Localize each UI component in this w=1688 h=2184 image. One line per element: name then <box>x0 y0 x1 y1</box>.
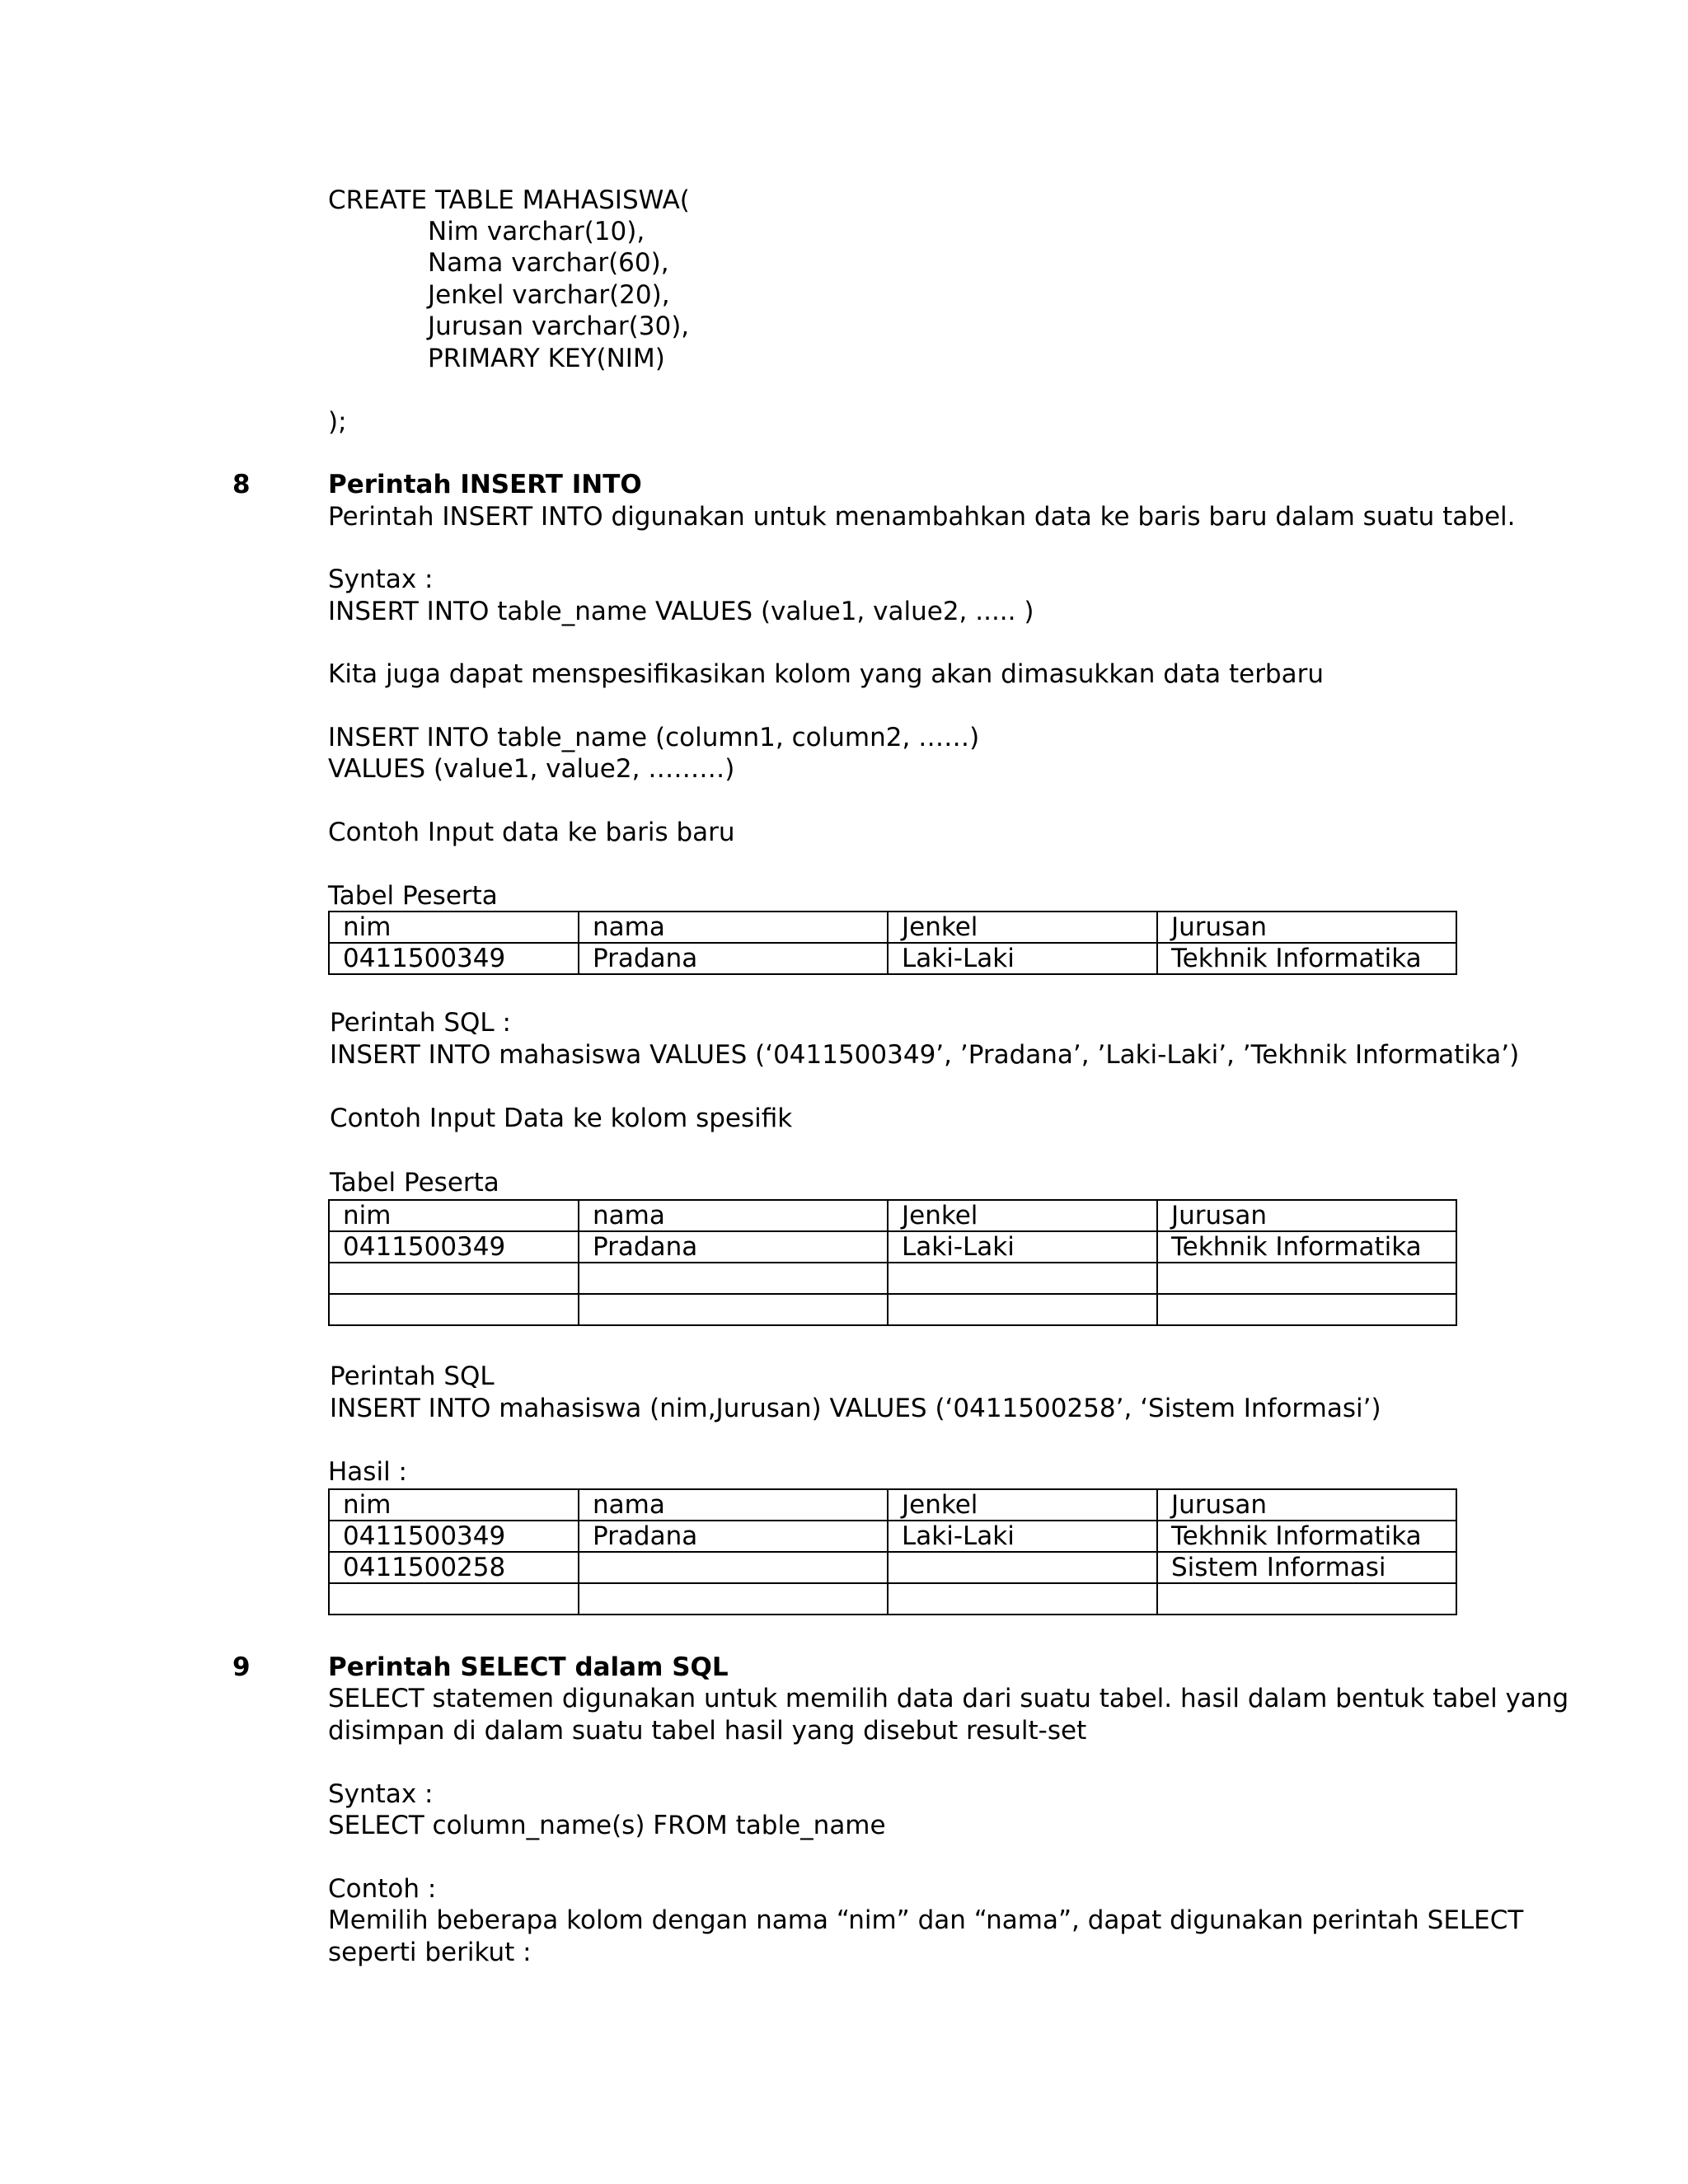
table-cell <box>329 1263 579 1294</box>
table-cell: Jenkel <box>888 912 1157 943</box>
table-cell <box>329 1294 579 1325</box>
table-cell <box>579 1263 888 1294</box>
table-cell: Tekhnik Informatika <box>1157 1521 1456 1552</box>
table-cell <box>1157 1583 1456 1615</box>
section-heading: Perintah INSERT INTO <box>328 470 642 499</box>
table-cell: 0411500258 <box>329 1552 579 1583</box>
syntax-code: SELECT column_name(s) FROM table_name <box>328 1811 886 1840</box>
table-caption: Tabel Peserta <box>330 1168 499 1197</box>
sql-code: INSERT INTO mahasiswa (nim,Jurusan) VALUES (‘0411500258’, ‘Sistem Informasi’) <box>330 1394 1381 1423</box>
create-table-line: Nim varchar(10), <box>428 217 645 246</box>
table-cell: Laki-Laki <box>888 943 1157 974</box>
table-cell <box>579 1583 888 1615</box>
syntax-code: VALUES (value1, value2, ………) <box>328 754 735 784</box>
table-cell <box>1157 1263 1456 1294</box>
paragraph: Kita juga dapat menspesifikasikan kolom yang akan dimasukkan data terbaru <box>328 659 1325 689</box>
table-cell: nim <box>329 1489 579 1521</box>
create-table-line: PRIMARY KEY(NIM) <box>428 344 665 373</box>
section-description: disimpan di dalam suatu tabel hasil yang disebut result-set <box>328 1716 1087 1746</box>
peserta-table <box>328 911 1457 975</box>
create-table-close: ); <box>328 407 347 437</box>
table-cell: Jenkel <box>888 1200 1157 1231</box>
table-cell: Jurusan <box>1157 912 1456 943</box>
table-cell <box>888 1552 1157 1583</box>
table-row <box>329 1294 1456 1325</box>
table-row <box>329 1263 1456 1294</box>
table-cell <box>888 1263 1157 1294</box>
syntax-label: Syntax : <box>328 565 434 594</box>
result-label: Hasil : <box>328 1457 407 1487</box>
table-row <box>329 943 1456 974</box>
sql-label: Perintah SQL : <box>330 1008 511 1038</box>
example-title: Contoh Input data ke baris baru <box>328 818 735 847</box>
table-cell: Sistem Informasi <box>1157 1552 1456 1583</box>
table-cell <box>888 1294 1157 1325</box>
table-row <box>329 1231 1456 1263</box>
sql-label: Perintah SQL <box>330 1361 495 1391</box>
table-cell <box>888 1583 1157 1615</box>
syntax-code: INSERT INTO table_name (column1, column2, ……) <box>328 723 980 752</box>
create-table-line: Jenkel varchar(20), <box>428 280 670 310</box>
table-header-row <box>329 1489 1456 1521</box>
section-number: 9 <box>232 1652 251 1682</box>
table-cell <box>1157 1294 1456 1325</box>
sql-code: INSERT INTO mahasiswa VALUES (‘0411500349’, ’Pradana’, ’Laki-Laki’, ’Tekhnik Informatika’) <box>330 1040 1520 1070</box>
example-label: Contoh : <box>328 1874 437 1904</box>
create-table-line: Nama varchar(60), <box>428 248 669 278</box>
table-header-row <box>329 1200 1456 1231</box>
table-cell: Pradana <box>579 1231 888 1263</box>
create-table-line: CREATE TABLE MAHASISWA( <box>328 185 690 215</box>
table-cell: Tekhnik Informatika <box>1157 943 1456 974</box>
paragraph: seperti berikut : <box>328 1938 532 1967</box>
example-title: Contoh Input Data ke kolom spesifik <box>330 1104 793 1133</box>
section-heading: Perintah SELECT dalam SQL <box>328 1652 729 1682</box>
peserta-table <box>328 1199 1457 1326</box>
table-cell: nama <box>579 1200 888 1231</box>
syntax-code: INSERT INTO table_name VALUES (value1, value2, ..... ) <box>328 597 1034 626</box>
table-cell <box>329 1583 579 1615</box>
section-description: Perintah INSERT INTO digunakan untuk menambahkan data ke baris baru dalam suatu tabel. <box>328 502 1516 532</box>
table-cell: 0411500349 <box>329 1521 579 1552</box>
section-number: 8 <box>232 470 251 499</box>
table-cell: nim <box>329 1200 579 1231</box>
paragraph: Memilih beberapa kolom dengan nama “nim” dan “nama”, dapat digunakan perintah SELECT <box>328 1905 1524 1935</box>
table-cell <box>579 1294 888 1325</box>
table-cell <box>579 1552 888 1583</box>
table-cell: nama <box>579 912 888 943</box>
result-table <box>328 1488 1457 1615</box>
table-cell: Laki-Laki <box>888 1231 1157 1263</box>
table-cell: Jurusan <box>1157 1200 1456 1231</box>
table-cell: Jenkel <box>888 1489 1157 1521</box>
table-cell: Jurusan <box>1157 1489 1456 1521</box>
table-cell: Pradana <box>579 1521 888 1552</box>
table-cell: Tekhnik Informatika <box>1157 1231 1456 1263</box>
section-description: SELECT statemen digunakan untuk memilih data dari suatu tabel. hasil dalam bentuk tabel yang <box>328 1684 1569 1713</box>
table-cell: 0411500349 <box>329 943 579 974</box>
table-row <box>329 1552 1456 1583</box>
syntax-label: Syntax : <box>328 1779 434 1809</box>
table-caption: Tabel Peserta <box>328 881 498 911</box>
table-cell: 0411500349 <box>329 1231 579 1263</box>
create-table-line: Jurusan varchar(30), <box>428 312 690 341</box>
table-row <box>329 1583 1456 1615</box>
table-header-row <box>329 912 1456 943</box>
table-cell: Laki-Laki <box>888 1521 1157 1552</box>
table-cell: Pradana <box>579 943 888 974</box>
table-row <box>329 1521 1456 1552</box>
table-cell: nama <box>579 1489 888 1521</box>
table-cell: nim <box>329 912 579 943</box>
